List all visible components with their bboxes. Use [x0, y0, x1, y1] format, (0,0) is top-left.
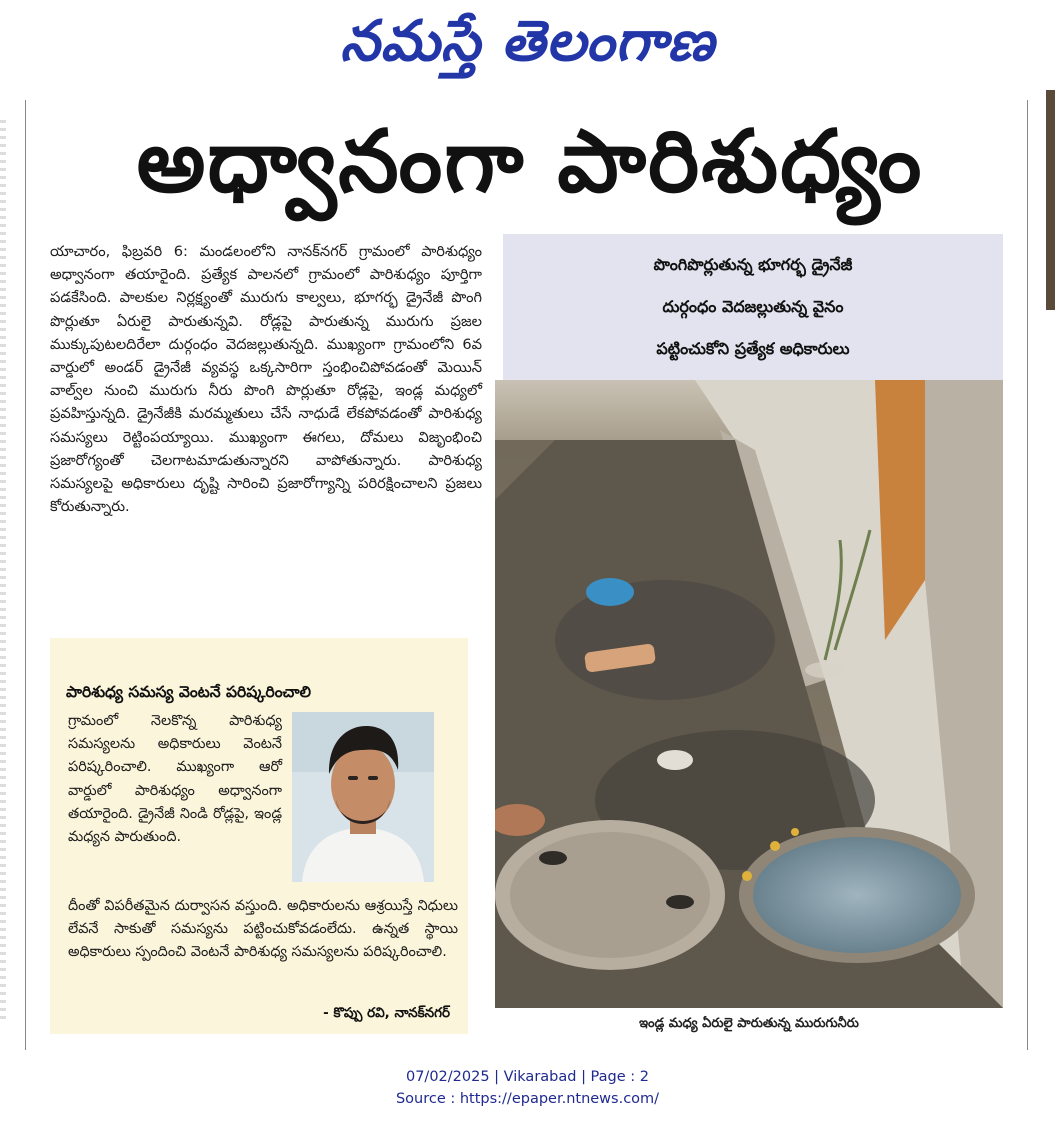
column-rule-left [25, 100, 26, 1050]
highlight-line: పట్టించుకోని ప్రత్యేక అధికారులు [656, 339, 850, 358]
quote-text: గ్రామంలో నెలకొన్న పారిశుధ్య సమస్యలను అధికారులు వెంటనే పరిష్కరించాలి. ముఖ్యంగా ఆరో వార్డులో పారిశుధ్యం అధ్వానంగా తయారైంది. డ్రైనేజీ నిండి రోడ్లపై, ఇండ్ల మధ్యన పారుతుంది. [68, 713, 282, 846]
edition-info: 07/02/2025 | Vikarabad | Page : 2 [405, 1069, 649, 1085]
adjacent-article-edge [1046, 90, 1055, 310]
person-portrait [292, 712, 434, 882]
article-headline: అధ్వానంగా పారిశుధ్యం [136, 112, 924, 212]
drainage-photo-illustration [495, 380, 1003, 1008]
quote-attribution: - కొప్పు రవి, నానక్‌నగర్ [323, 1005, 450, 1021]
masthead [0, 0, 1055, 84]
article-body: యాచారం, ఫిబ్రవరి 6: మండలంలోని నానక్‌నగర్ గ్రామంలో పారిశుధ్యం అధ్వానంగా తయారైంది. ప్రత్యేక పాలనలో గ్రామంలో పారిశుధ్యం పూర్తిగా పడకేసింది. పాలకుల నిర్లక్ష్యంతో మురుగు కాల్వలు, భూగర్భ డ్రైనేజీ పొంగి పొర్లుతూ ఏరులై పారుతున్నవి. రోడ్లపై పారుతున్న మురుగు ప్రజల ముక్కుపుటలదిరేలా దుర్గంధం వెదజల్లుతున్నది. ముఖ్యంగా గ్రామంలోని 6వ వార్డులో అండర్ డ్రైనేజీ వ్యవస్థ ఒక్కసారిగా స్తంభించిపోవడంతో మెయిన్ వాల్వ్‌ల నుంచి మురుగు నీరు పొంగి పొర్లుతూ రోడ్లపై, ఇండ్ల మధ్యలో ప్రవహిస్తున్నది. డ్రైనేజీకి మరమ్మతులు చేసే నాధుడే లేకపోవడంతో పారిశుధ్య సమస్యలు రెట్టింపయ్యాయి. ముఖ్యంగా ఈగలు, దోమలు విజృంభించి ప్రజారోగ్యంతో చెలగాటమాడుతున్నారని వాపోతున్నారు. పారిశుధ్య సమస్యలపై అధికారులు దృష్టి సారించి ప్రజారోగ్యాన్ని పరిరక్షించాలని ప్రజలు కోరుతున్నారు. [50, 243, 482, 516]
person-portrait-illustration [292, 712, 434, 882]
highlight-line: పొంగిపొర్లుతున్న భూగర్భ డ్రైనేజీ [653, 255, 853, 274]
quote-text-continued: దీంతో విపరీతమైన దుర్వాసన వస్తుంది. అధికారులను ఆశ్రయిస్తే నిధులు లేవనే సాకుతో సమస్యను పట్టించుకోవడంలేదు. ఉన్నత స్థాయి అధికారులు స్పందించి వెంటనే పారిశుధ్య సమస్యలను పరిష్కరించాలి. [68, 898, 458, 961]
highlight-box [503, 234, 1003, 380]
photo-caption: ఇండ్ల మధ్య ఏరులై పారుతున్న మురుగునీరు [639, 1016, 859, 1031]
quote-box [50, 638, 468, 1034]
highlight-line: దుర్గంధం వెదజల్లుతున్న వైనం [662, 297, 844, 316]
article-photo [495, 380, 1003, 1008]
newspaper-logo: నమస్తే తెలంగాణ [340, 8, 715, 74]
column-rule-right [1027, 100, 1028, 1050]
page-edge-decoration [0, 120, 6, 1020]
page-footer [0, 1066, 1055, 1110]
quote-title: పారిశుధ్య సమస్య వెంటనే పరిష్కరించాలి [66, 683, 312, 701]
source-link[interactable]: Source : https://epaper.ntnews.com/ [395, 1091, 660, 1107]
